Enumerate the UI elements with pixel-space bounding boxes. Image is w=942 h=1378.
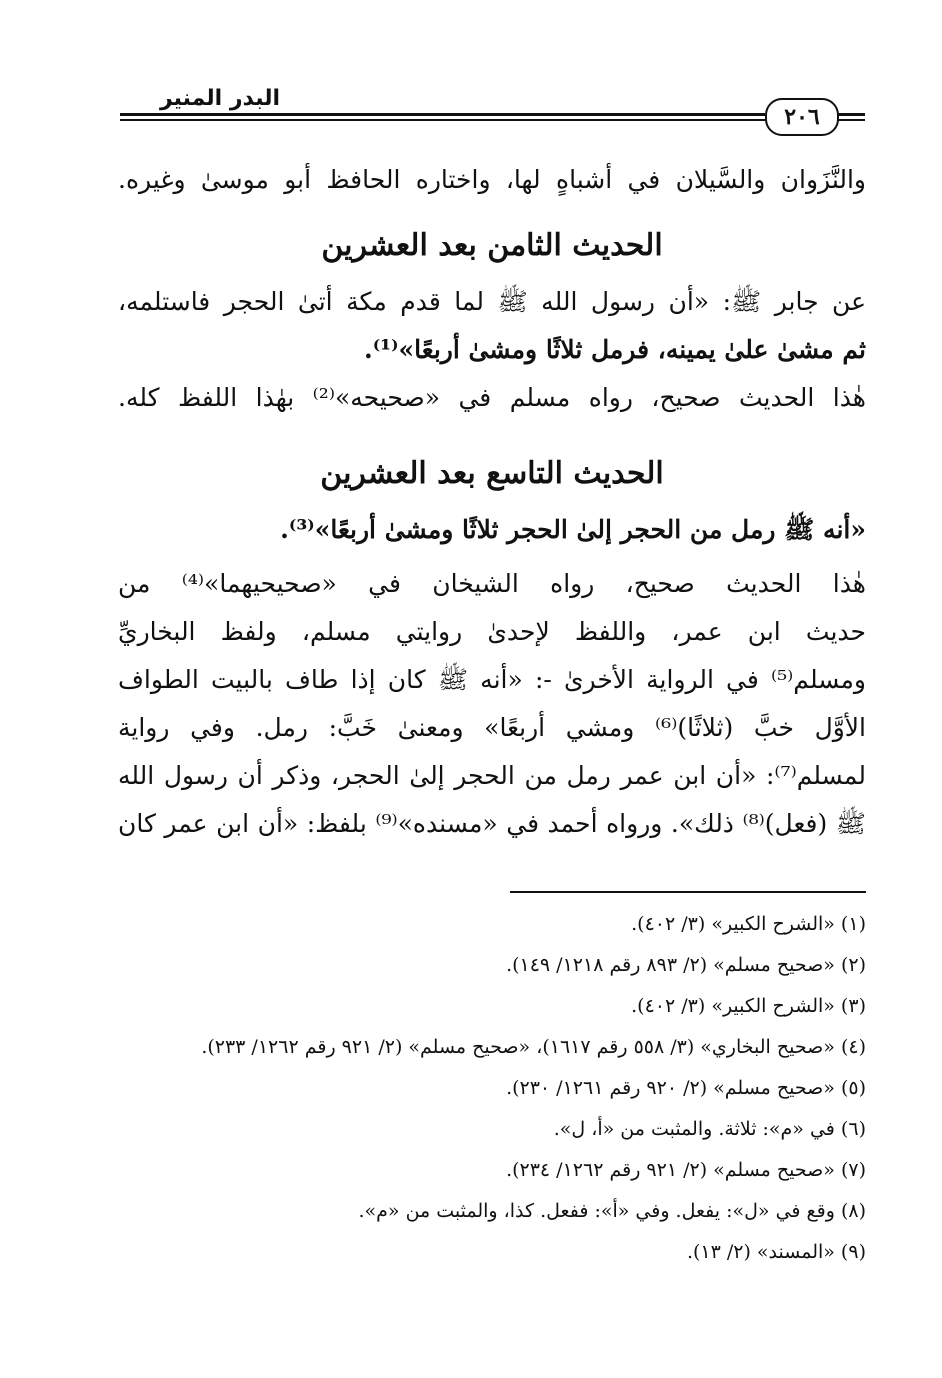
footnote: (٤) «صحيح البخاري» (٣/ ٥٥٨ رقم ١٦١٧)، «صحيح مسلم» (٢/ ٩٢١ رقم ١٢٦٢/ ٢٣٣). bbox=[201, 1036, 866, 1058]
text-line: لمسلم⁽⁷⁾: «أن ابن عمر رمل من الحجر إلىٰ الحجر، وذكر أن رسول الله bbox=[118, 761, 866, 790]
footnote: (٢) «صحيح مسلم» (٢/ ٨٩٣ رقم ١٢١٨/ ١٤٩). bbox=[506, 954, 866, 976]
text-line: هٰذا الحديث صحيح، رواه مسلم في «صحيحه»⁽²⁾ بهٰذا اللفظ كله. bbox=[118, 383, 866, 412]
footnote: (٣) «الشرح الكبير» (٣/ ٤٠٢). bbox=[631, 995, 866, 1017]
header-rule bbox=[120, 119, 765, 121]
footnote: (٥) «صحيح مسلم» (٢/ ٩٢٠ رقم ١٢٦١/ ٢٣٠). bbox=[506, 1077, 866, 1099]
text-line: ﷺ (فعل)⁽⁸⁾ ذلك». ورواه أحمد في «مسنده»⁽⁹⁾ بلفظ: «أن ابن عمر كان bbox=[118, 809, 866, 838]
page-number: ٢٠٦ bbox=[765, 98, 839, 136]
header-rule bbox=[120, 113, 765, 116]
text-line: «أنه ﷺ رمل من الحجر إلىٰ الحجر ثلاثًا ومشىٰ أربعًا»⁽³⁾. bbox=[280, 515, 866, 544]
footnote: (٩) «المسند» (٢/ ١٣). bbox=[686, 1241, 866, 1263]
text-line: ومسلم⁽⁵⁾ في الرواية الأخرىٰ -: «أنه ﷺ كان إذا طاف بالبيت الطواف bbox=[118, 665, 866, 694]
footnote: (٨) وقع في «ل»: يفعل. وفي «أ»: ففعل. كذا، والمثبت من «م». bbox=[358, 1200, 866, 1222]
footnote: (٦) في «م»: ثلاثة. والمثبت من «أ، ل». bbox=[553, 1118, 866, 1140]
text-line: عن جابر ﷺ: «أن رسول الله ﷺ لما قدم مكة أتىٰ الحجر فاستلمه، bbox=[118, 287, 866, 316]
text-line: هٰذا الحديث صحيح، رواه الشيخان في «صحيحيهما»⁽⁴⁾ من bbox=[118, 569, 866, 598]
text-line: والنَّزَوان والسَّيلان في أشباهٍ لها، واختاره الحافظ أبو موسىٰ وغيره. bbox=[118, 165, 866, 194]
hadith-heading: الحديث الثامن بعد العشرين bbox=[321, 228, 663, 263]
text-line: ثم مشىٰ علىٰ يمينه، فرمل ثلاثًا ومشىٰ أربعًا»⁽¹⁾. bbox=[363, 335, 866, 364]
hadith-heading: الحديث التاسع بعد العشرين bbox=[320, 456, 664, 491]
running-title: البدر المنير bbox=[159, 86, 280, 111]
text-line: الأوَّل خبَّ (ثلاثًا)⁽⁶⁾ ومشي أربعًا» ومعنىٰ خَبَّ: رمل. وفي رواية bbox=[118, 713, 867, 742]
footnote: (٧) «صحيح مسلم» (٢/ ٩٢١ رقم ١٢٦٢/ ٢٣٤). bbox=[506, 1159, 866, 1181]
footnotes bbox=[118, 904, 866, 1273]
header-rule bbox=[835, 113, 865, 116]
main-text bbox=[118, 156, 866, 848]
footnote: (١) «الشرح الكبير» (٣/ ٤٠٢). bbox=[631, 913, 866, 935]
footnote-separator bbox=[510, 891, 866, 893]
header-rule bbox=[835, 119, 865, 121]
text-line: حديث ابن عمر، واللفظ لإحدىٰ روايتي مسلم، ولفظ البخاريِّ bbox=[118, 617, 866, 646]
